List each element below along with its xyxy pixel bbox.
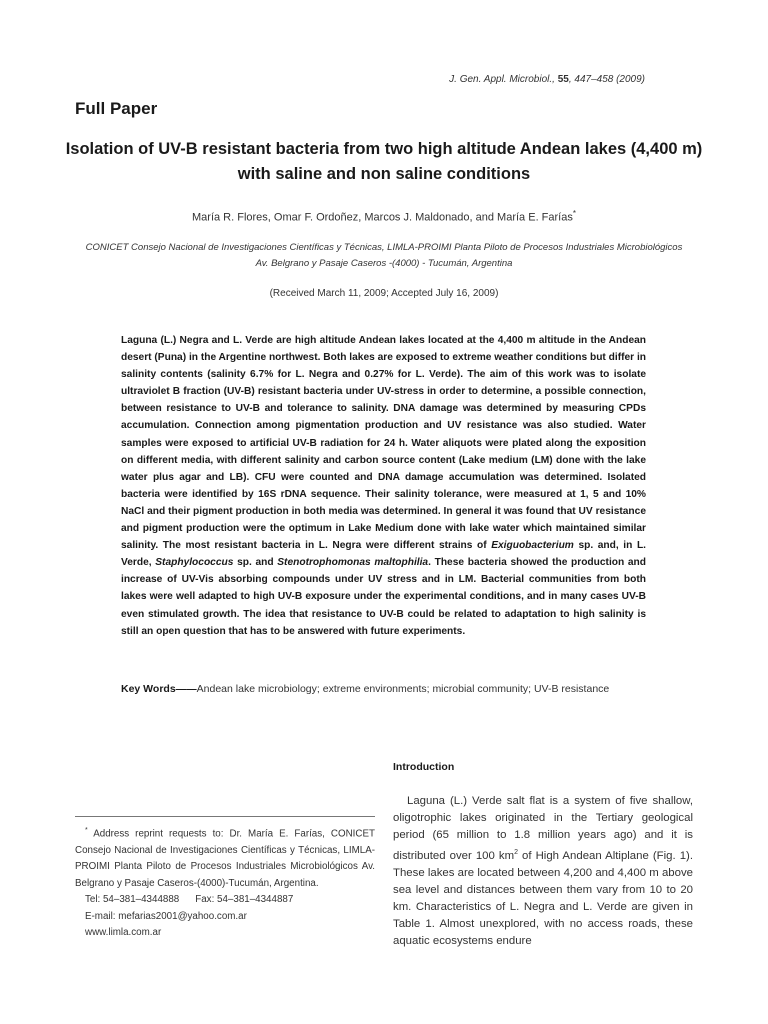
abstract-text-2: sp. and, in L. Verde, xyxy=(121,540,646,569)
paper-title: Isolation of UV-B resistant bacteria from two high altitude Andean lakes (4,400 m) with saline and non saline conditions xyxy=(65,140,703,183)
footnote-address-text: Address reprint requests to: Dr. María E. Farías, CONICET Consejo Nacional de Investigaciones Científicas y Técnicas, LIMLA-PROIMI Planta Piloto de Procesos Industriales Microbiológicos Av. Belgrano y Pasaje Caseros-(4000)-Tucumán, Argentina. xyxy=(75,828,375,889)
corresponding-author-mark: * xyxy=(572,209,576,218)
abstract-text-3: sp. and xyxy=(233,557,278,569)
footnote-email: E-mail: mefarias2001@yahoo.com.ar xyxy=(85,910,247,922)
footnote-phone-fax xyxy=(75,892,375,909)
genus-exiguobacterium: Exiguobacterium xyxy=(491,540,574,552)
keywords-text: Andean lake microbiology; extreme environments; microbial community; UV-B resistance xyxy=(196,683,610,695)
intro-text-2: of High Andean Altiplane (Fig. 1). These lakes are located between 4,200 and 4,400 m above sea level and distances between them vary from 10 to 20 km. Characteristics of L. Negra and L. Verde are given in Table 1. Almost unexplored, with no access roads, these aquatic ecosystems endure xyxy=(393,849,693,947)
abstract-text-4: . These bacteria showed the production and increase of UV-Vis absorbing compounds under UV stress and in LM. Bacterial communities from both lakes were well adapted to high UV-B exposure under the experimental conditions, and in many cases UV-B even stimulated growth. The idea that resistance to UV-B could be related to adaptation to high salinity is still an open question that has to be answered with future experiments. xyxy=(121,557,647,637)
affiliation: CONICET Consejo Nacional de Investigaciones Científicas y Técnicas, LIMLA-PROIMI Planta Piloto de Procesos Industriales Microbiológicos Av. Belgrano y Pasaje Caseros -(4000) - Tucumán, Argentina xyxy=(85,242,683,269)
introduction-heading: Introduction xyxy=(393,761,455,773)
keywords xyxy=(121,681,646,697)
footnote xyxy=(75,823,375,942)
author-list xyxy=(0,209,768,224)
abstract xyxy=(121,332,646,640)
abstract-text-1: Laguna (L.) Negra and L. Verde are high altitude Andean lakes located at the 4,400 m altitude in the Andean desert (Puna) in the Argentine northwest. Both lakes are exposed to extreme weather conditions but differ in salinity contents (salinity 6.7% for L. Negra and 0.27% for L. Verde). The aim of this work was to isolate ultraviolet B fraction (UV-B) resistant bacteria under UV-stress in order to determine, a possible connection, between resistance to UV-B and tolerance to salinity. DNA damage was determined by measuring CPDs accumulation. Connection among pigmentation production and UV resistance was also studied. Water samples were exposed to artificial UV-B radiation for 24 h. Water aliquots were plated along the exposition on different media, with different salinity and carbon source content (Lake medium (LM) done with the lake water plus agar and LB). CFU were counted and DNA damage accumulation was determined. Isolated bacteria were identified by 16S rDNA sequence. Their salinity tolerance, were measured at 1, 5 and 10% NaCl and their pigment production in both media was determined. In general it was found that UV resistance and pigment production were the optimum in Lake Medium done with lake water which maintained similar salinity. The most resistant bacteria in L. Negra were different strains of xyxy=(121,335,646,552)
paper-type-label: Full Paper xyxy=(75,99,158,118)
authors-text: María R. Flores, Omar F. Ordoñez, Marcos J. Maldonado, and María E. Farías xyxy=(192,211,573,224)
journal-citation xyxy=(449,74,645,85)
footnote-divider xyxy=(75,816,375,817)
keywords-label: Key Words xyxy=(121,683,176,695)
footnote-mark: * xyxy=(85,827,88,834)
received-dates: (Received March 11, 2009; Accepted July 16, 2009) xyxy=(269,288,499,299)
footnote-website: www.limla.com.ar xyxy=(85,927,162,939)
journal-pages: , 447–458 (2009) xyxy=(568,74,645,85)
footnote-fax: Fax: 54–381–4344887 xyxy=(195,894,294,906)
footnote-tel: Tel: 54–381–4344888 xyxy=(85,894,180,906)
footnote-address xyxy=(75,823,375,892)
intro-text-1: Laguna (L.) Verde salt flat is a system of five shallow, oligotrophic lakes originated in the Tertiary geological period (65 million to 1.8 million years ago) and it is distributed over 100 km xyxy=(393,795,693,862)
introduction-paragraph xyxy=(393,793,693,950)
genus-staphylococcus: Staphylococcus xyxy=(155,557,234,569)
keywords-dash: —— xyxy=(175,683,197,695)
intro-superscript: 2 xyxy=(514,849,518,856)
species-stenotrophomonas: Stenotrophomonas maltophilia xyxy=(277,557,429,569)
journal-volume: 55 xyxy=(557,74,569,85)
journal-name: J. Gen. Appl. Microbiol., xyxy=(449,74,555,85)
